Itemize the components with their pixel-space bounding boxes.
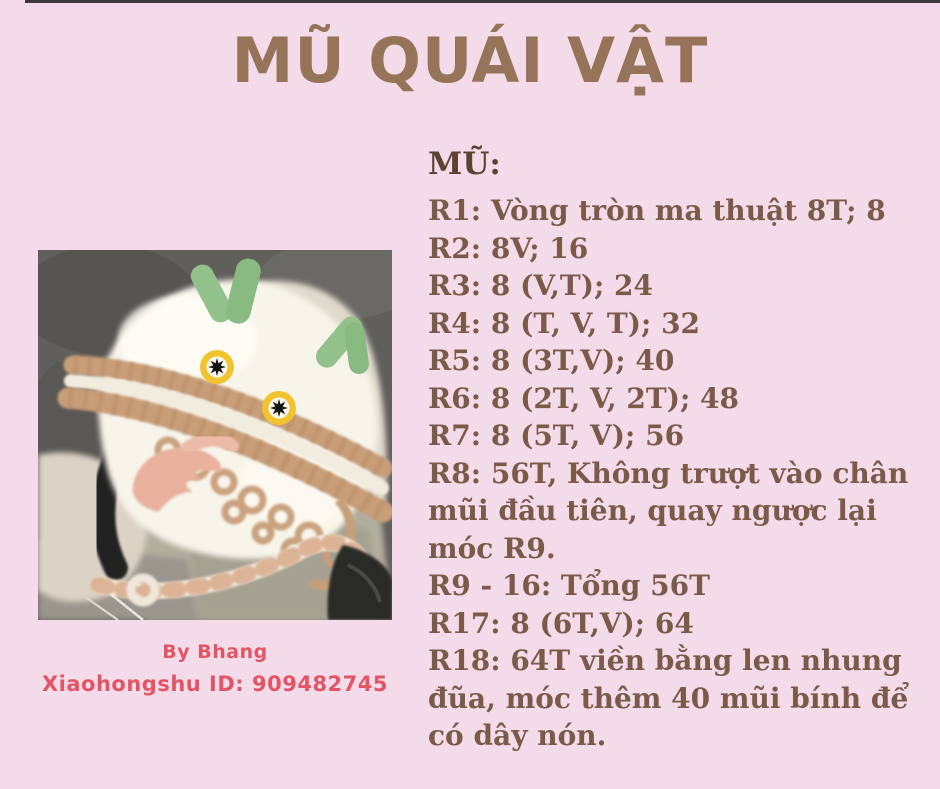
pattern-line-r1: R1: Vòng tròn ma thuật 8T; 8 <box>428 194 886 227</box>
pattern-line-r9-16: R9 - 16: Tổng 56T <box>428 569 710 602</box>
credit-block <box>38 641 392 696</box>
pattern-line-r18: R18: 64T viền bằng len nhung đũa, móc thêm 40 mũi bính để có dây nón. <box>428 644 909 752</box>
pattern-line-r3: R3: 8 (V,T); 24 <box>428 269 654 302</box>
pattern-line-r17: R17: 8 (6T,V); 64 <box>428 606 694 640</box>
top-edge-artifact <box>25 0 940 3</box>
credit-author: By Bhang <box>162 641 268 663</box>
pattern-line-r5: R5: 8 (3T,V); 40 <box>428 344 675 377</box>
page-title: MŨ QUÁI VẬT <box>231 24 709 97</box>
pattern-line-r4: R4: 8 (T, V, T); 32 <box>428 306 701 340</box>
pattern-heading: MŨ: <box>428 146 501 182</box>
credit-xiaohongshu-id: Xiaohongshu ID: 909482745 <box>41 672 389 696</box>
pattern-line-r2: R2: 8V; 16 <box>428 231 589 265</box>
hat-photo-illustration <box>38 250 392 620</box>
pattern-instructions <box>428 146 930 755</box>
hat-photo <box>38 250 392 620</box>
pattern-line-r7: R7: 8 (5T, V); 56 <box>428 419 685 452</box>
pattern-line-r6: R6: 8 (2T, V, 2T); 48 <box>428 381 739 415</box>
pattern-line-r8: R8: 56T, Không trượt vào chân mũi đầu tiên, quay ngược lại móc R9. <box>428 456 909 565</box>
